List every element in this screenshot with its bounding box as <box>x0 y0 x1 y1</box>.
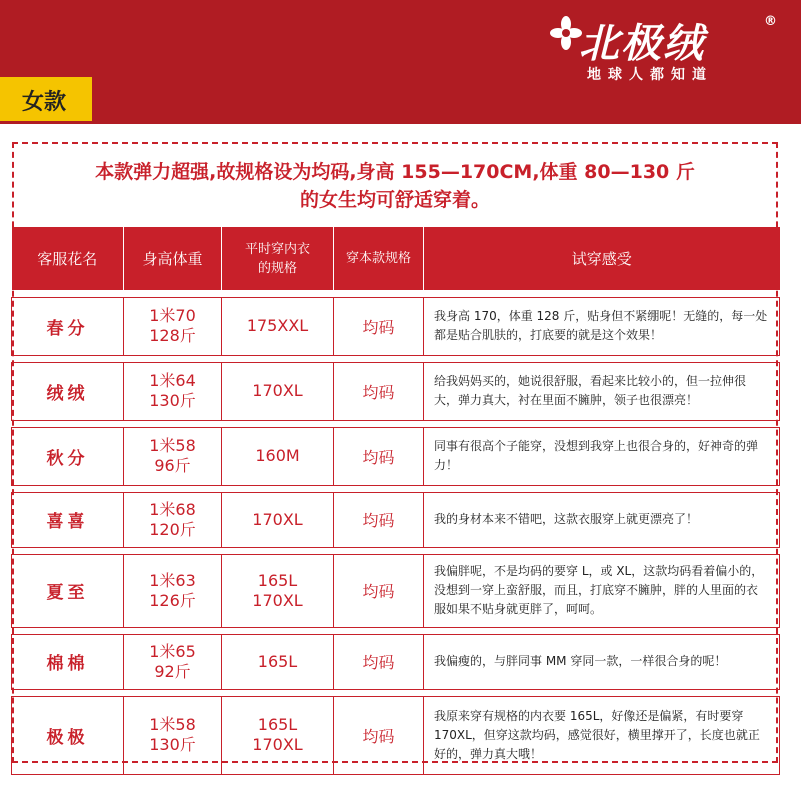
headline-line-1: 本款弹力超强,故规格设为均码,身高 155—170CM,体重 80—130 斤 <box>95 161 695 183</box>
brand-logo <box>549 10 779 90</box>
table-header-row <box>12 227 780 290</box>
this-size: 均码 <box>334 554 424 627</box>
this-size: 均码 <box>334 297 424 355</box>
height-weight <box>124 696 222 774</box>
weight: 120斤 <box>149 519 196 539</box>
height: 1米70 <box>149 306 196 325</box>
table-row <box>12 696 780 774</box>
headline <box>0 158 790 214</box>
header-height-weight: 身高体重 <box>124 227 222 290</box>
table-row <box>12 297 780 355</box>
header-banner <box>0 0 801 124</box>
weight: 92斤 <box>154 661 191 681</box>
header-this-size: 穿本款规格 <box>334 227 424 290</box>
feedback-text: 我偏胖呢，不是均码的要穿 L，或 XL，这款均码看着偏小的，没想到一穿上蛮舒服，而且，打底穿不臃肿，胖的人里面的衣服如果不贴身就更胖了，呵呵。 <box>424 554 780 627</box>
weight: 96斤 <box>154 456 191 475</box>
height-weight <box>124 492 222 547</box>
section-tab-label: 女款 <box>22 90 67 115</box>
feedback-text: 我身高 170，体重 128 斤，贴身但不紧绷呢！无缝的，每一处都是贴合肌肤的，打底要的就是这个效果！ <box>424 297 780 355</box>
usual-size-1: 160M <box>255 446 300 465</box>
height-weight <box>124 554 222 627</box>
weight: 128斤 <box>149 326 196 345</box>
usual-size <box>222 492 334 547</box>
feedback-text: 同事有很高个子能穿，没想到我穿上也很合身的，好神奇的弹力！ <box>424 427 780 485</box>
height: 1米58 <box>149 715 196 734</box>
usual-size-1: 175XXL <box>246 316 309 335</box>
this-size: 均码 <box>334 362 424 420</box>
usual-size <box>222 554 334 627</box>
height: 1米63 <box>149 570 196 590</box>
usual-size-1: 170XL <box>252 509 303 529</box>
usual-size-1: 170XL <box>252 381 303 400</box>
size-table <box>11 227 780 775</box>
brand-tagline: 地球人都知道 <box>587 67 713 83</box>
usual-size <box>222 427 334 485</box>
height-weight <box>124 362 222 420</box>
usual-size-1: 165L <box>257 715 298 734</box>
header-usual-size-line-2: 的规格 <box>257 260 297 276</box>
customer-name: 秋分 <box>12 427 124 485</box>
this-size: 均码 <box>334 696 424 774</box>
customer-name: 喜喜 <box>12 492 124 547</box>
usual-size-2: 170XL <box>252 590 303 610</box>
header-usual-size-line-1: 平时穿内衣 <box>244 241 310 257</box>
this-size: 均码 <box>334 634 424 689</box>
feedback-text: 我的身材本来不错吧，这款衣服穿上就更漂亮了！ <box>424 492 780 547</box>
section-tab <box>0 77 92 121</box>
customer-name: 春分 <box>12 297 124 355</box>
this-size: 均码 <box>334 427 424 485</box>
flower-icon <box>549 16 583 50</box>
header-customer: 客服花名 <box>12 227 124 290</box>
height: 1米65 <box>149 641 196 661</box>
table-row <box>12 492 780 547</box>
height: 1米68 <box>149 499 196 519</box>
table-row <box>12 554 780 627</box>
usual-size <box>222 362 334 420</box>
weight: 130斤 <box>149 391 196 410</box>
customer-name: 夏至 <box>12 554 124 627</box>
customer-name: 极极 <box>12 696 124 774</box>
height-weight <box>124 427 222 485</box>
usual-size-2: 170XL <box>252 735 303 754</box>
usual-size-1: 165L <box>257 570 298 590</box>
feedback-text: 给我妈妈买的，她说很舒服，看起来比较小的，但一拉伸很大，弹力真大，衬在里面不臃肿，领子也很漂亮！ <box>424 362 780 420</box>
header-usual-size <box>222 227 334 290</box>
header-feedback: 试穿感受 <box>424 227 780 290</box>
registered-mark: ® <box>764 14 777 29</box>
feedback-text: 我偏瘦的，与胖同事 MM 穿同一款，一样很合身的呢！ <box>424 634 780 689</box>
table-row <box>12 427 780 485</box>
usual-size-1: 165L <box>257 651 298 671</box>
height: 1米64 <box>149 371 196 390</box>
table-row <box>12 362 780 420</box>
usual-size <box>222 696 334 774</box>
headline-line-2: 的女生均可舒适穿着。 <box>299 189 490 211</box>
feedback-text: 我原来穿有规格的内衣要 165L，好像还是偏紧，有时要穿 170XL，但穿这款均码，感觉很好，横里撑开了，长度也就正好的，弹力真大哦！ <box>424 696 780 774</box>
height: 1米58 <box>149 436 196 455</box>
table-row <box>12 634 780 689</box>
brand-name: 北极绒 <box>579 21 705 67</box>
weight: 126斤 <box>149 590 196 610</box>
height-weight <box>124 297 222 355</box>
height-weight <box>124 634 222 689</box>
usual-size <box>222 634 334 689</box>
usual-size <box>222 297 334 355</box>
customer-name: 绒绒 <box>12 362 124 420</box>
weight: 130斤 <box>149 735 196 754</box>
this-size: 均码 <box>334 492 424 547</box>
customer-name: 棉棉 <box>12 634 124 689</box>
